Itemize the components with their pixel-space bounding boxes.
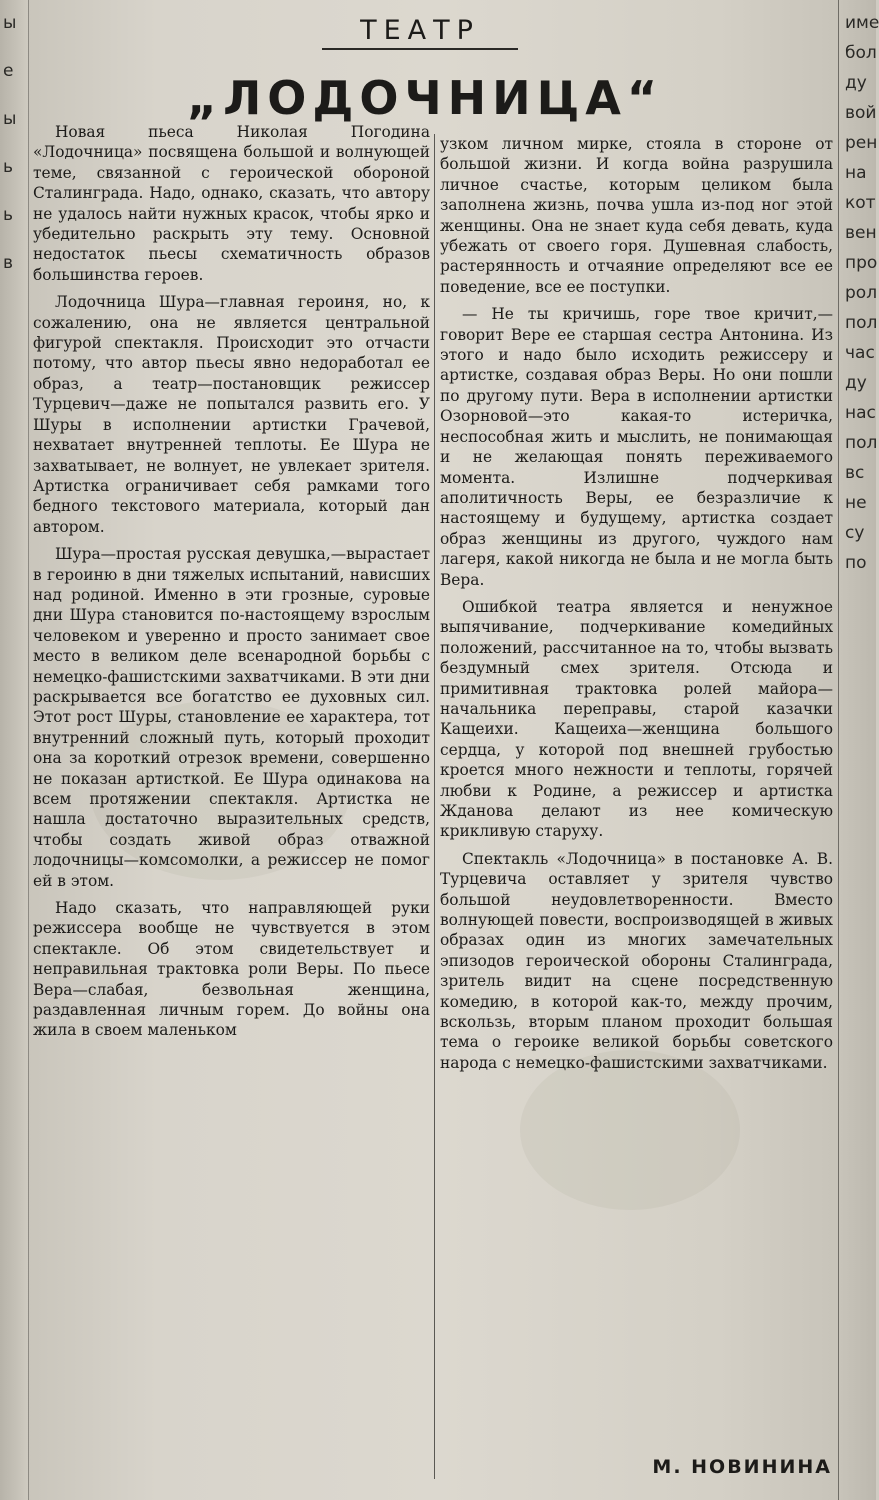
- edge-fragment: на: [845, 163, 867, 183]
- edge-fragment: по: [845, 553, 867, 573]
- paragraph: Лодочница Шура—главная героиня, но, к сожалению, она не является центральной фигурой спектакля. Происходит это отчасти потому, что автор пьесы явно недоработал ее образ, а театр—постановщик режиссер Турцевич—даже не попытался развить его. У Шуры в исполнении артистки Грачевой, нехватает внутренней теплоты. Ее Шура не захватывает, не волнует, не увлекает зрителя. Артистка ограничивает себя рамками того бедного текстового материала, который дан автором.: [33, 293, 430, 536]
- edge-fragment: пол: [845, 433, 878, 453]
- edge-fragment: ду: [845, 373, 867, 393]
- edge-fragment: вой: [845, 103, 877, 123]
- edge-fragment: е: [3, 61, 14, 81]
- edge-fragment: ы: [3, 13, 17, 33]
- paragraph: узком личном мирке, стояла в стороне от большой жизни. И когда война разрушила личное счастье, которым целиком была заполнена жизнь, почва ушла из-под ног этой женщины. Она не знает куда себя девать, куда убежать от своего горя. Душевная слабость, растерянность и отчаяние определяют все ее поведение, все ее поступки.: [440, 135, 833, 296]
- adjacent-column-left-text: [3, 10, 25, 298]
- edge-fragment: рол: [845, 283, 878, 303]
- article-column-left: [33, 122, 430, 1048]
- edge-fragment: в: [3, 253, 14, 273]
- paragraph: Новая пьеса Николая Погодина «Лодочница» посвящена большой и волнующей теме, связанной с героической обороной Сталинграда. Надо, однако, сказать, что автору не удалось найти нужных красок, чтобы ярко и убедительно раскрыть эту тему. Основной недостаток пьесы схематичность образов большинства героев.: [33, 123, 430, 284]
- column-divider: [434, 134, 435, 1479]
- edge-fragment: ы: [3, 109, 17, 129]
- edge-fragment: ь: [3, 205, 14, 225]
- edge-fragment: бол: [845, 43, 877, 63]
- edge-fragment: ду: [845, 73, 867, 93]
- edge-fragment: про: [845, 253, 878, 273]
- edge-fragment: час: [845, 343, 875, 363]
- edge-fragment: су: [845, 523, 865, 543]
- paragraph: Спектакль «Лодочница» в постановке А. В. Турцевича оставляет у зрителя чувство большой неудовлетворенности. Вместо волнующей повести, воспроизводящей в живых образах один из многих замечательных эпизодов героической обороны Сталинграда, зритель видит на сцене посредственную комедию, в которой как-то, между прочим, вскользь, вторым планом проходит большая тема о героике великой борьбы советского народа с немецко-фашистскими захватчиками.: [440, 849, 833, 1072]
- paragraph: Надо сказать, что направляющей руки режиссера вообще не чувствуется в этом спектакле. Об этом свидетельствует и неправильная трактовка роли Веры. По пьесе Вера—слабая, безвольная женщина, раздавленная личным горем. До войны она жила в своем маленьком: [33, 899, 430, 1040]
- edge-fragment: пол: [845, 313, 878, 333]
- edge-fragment: ь: [3, 157, 14, 177]
- article-headline: „ЛОДОЧНИЦА“: [186, 71, 664, 125]
- paragraph: Ошибкой театра является и ненужное выпячивание, подчеркивание комедийных положений, рассчитанное на то, чтобы вызвать бездумный смех зрителя. Отсюда и примитивная трактовка ролей майора—начальника переправы, старой казачки Кащеихи. Кащеиха—женщина большого сердца, у которой под внешней грубостью кроется много нежности и теплоты, горячей любви к Родине, а режиссер и артистка Жданова делают из нее комическую крикливую старуху.: [440, 597, 833, 841]
- edge-fragment: не: [845, 493, 867, 513]
- paragraph: Шура—простая русская девушка,—вырастает в героиню в дни тяжелых испытаний, нависших над родиной. Именно в эти грозные, суровые дни Шура становится по-настоящему взрослым человеком и уверенно и просто занимает свое место в великом деле всенародной борьбы с немецко-фашистскими захватчиками. В эти дни раскрывается все богатство ее духовных сил. Этот рост Шуры, становление ее характера, тот внутренний сложный путь, который проходит она за короткий отрезок времени, совершенно не показан артисткой. Ее Шура одинакова на всем протяжении спектакля. Артистка не нашла достаточно выразительных средств, чтобы создать живой образ отважной лодочницы—комсомолки, а режиссер не помог ей в этом.: [33, 545, 430, 890]
- edge-fragment: вен: [845, 223, 877, 243]
- article-column-right: [440, 134, 833, 1080]
- adjacent-column-right-text: [845, 10, 879, 580]
- edge-fragment: име: [845, 13, 879, 33]
- edge-fragment: кот: [845, 193, 876, 213]
- section-rubric: ТЕАТР: [322, 14, 518, 50]
- edge-fragment: рен: [845, 133, 878, 153]
- author-signature: М. НОВИНИНА: [652, 1456, 832, 1478]
- paragraph: — Не ты кричишь, горе твое кричит,—говорит Вере ее старшая сестра Антонина. Из этого и надо было исходить режиссеру и артистке, создавая образ Веры. Но они пошли по другому пути. Вера в исполнении артистки Озорновой—это какая-то истеричка, неспособная жить и мыслить, не понимающая и не желающая понять переживаемого момента. Излишне подчеркивая аполитичность Веры, ее безразличие к настоящему и будущему, артистка создает образ женщины из другого, чуждого нам лагеря, какой никогда не была и не могла быть Вера.: [440, 305, 833, 589]
- edge-fragment: нас: [845, 403, 876, 423]
- edge-fragment: вс: [845, 463, 865, 483]
